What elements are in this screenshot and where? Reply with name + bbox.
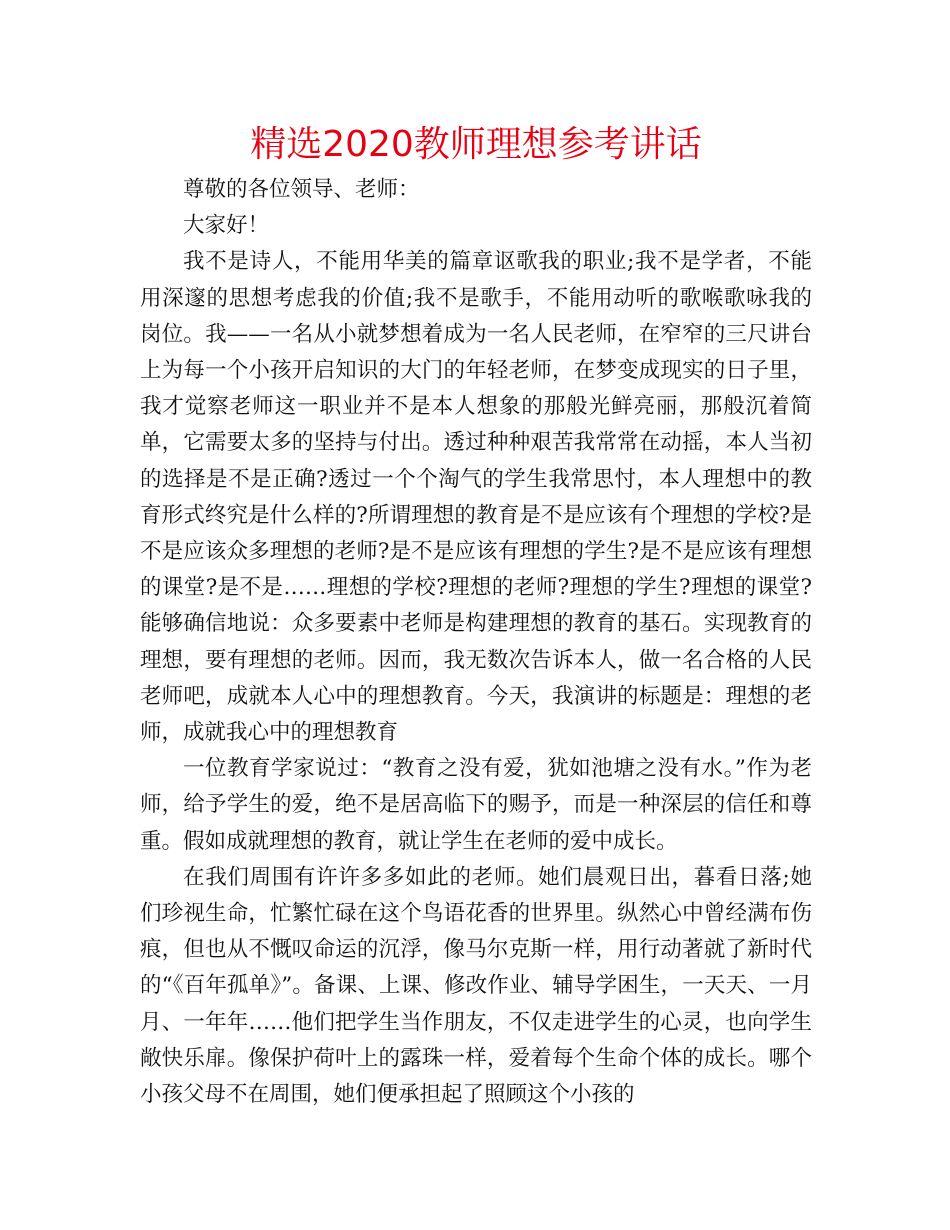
document-page	[140, 120, 812, 1113]
paragraph-1: 我不是诗人，不能用华美的篇章讴歌我的职业;我不是学者，不能用深邃的思想考虑我的价值;我不是歌手，不能用动听的歌喉歌咏我的岗位。我——一名从小就梦想着成为一名人民老师，在窄窄的三尺讲台上为每一个小孩开启知识的大门的年轻老师，在梦变成现实的日子里，我才觉察老师这一职业并不是本人想象的那般光鲜亮丽，那般沉着简单，它需要太多的坚持与付出。透过种种艰苦我常常在动摇，本人当初的选择是不是正确?透过一个个淘气的学生我常思忖，本人理想中的教育形式终究是什么样的?所谓理想的教育是不是应该有个理想的学校?是不是应该众多理想的老师?是不是应该有理想的学生?是不是应该有理想的课堂?是不是……理想的学校?理想的老师?理想的学生?理想的课堂?能够确信地说：众多要素中老师是构建理想的教育的基石。实现教育的理想，要有理想的老师。因而，我无数次告诉本人，做一名合格的人民老师吧，成就本人心中的理想教育。今天，我演讲的标题是：理想的老师，成就我心中的理想教育	[140, 249, 812, 746]
salutation: 尊敬的各位领导、老师：	[183, 177, 420, 202]
document-title: 精选2020教师理想参考讲话	[250, 124, 702, 165]
greeting: 大家好！	[183, 213, 270, 239]
paragraph-2: 一位教育学家说过：“教育之没有爱，犹如池塘之没有水。”作为老师，给予学生的爱，绝不是居高临下的赐予，而是一种深层的信任和尊重。假如成就理想的教育，就让学生在老师的爱中成长。	[140, 756, 812, 854]
paragraph-3: 在我们周围有许许多多如此的老师。她们晨观日出，暮看日落;她们珍视生命，忙繁忙碌在这个鸟语花香的世界里。纵然心中曾经满布伤痕，但也从不慨叹命运的沉浮，像马尔克斯一样，用行动著就了新时代的“《百年孤单》”。备课、上课、修改作业、辅导学困生，一天天、一月月、一年年……他们把学生当作朋友，不仅走进学生的心灵，也向学生敞快乐扉。像保护荷叶上的露珠一样，爱着每个生命个体的成长。哪个小孩父母不在周围，她们便承担起了照顾这个小孩的	[140, 864, 812, 1108]
